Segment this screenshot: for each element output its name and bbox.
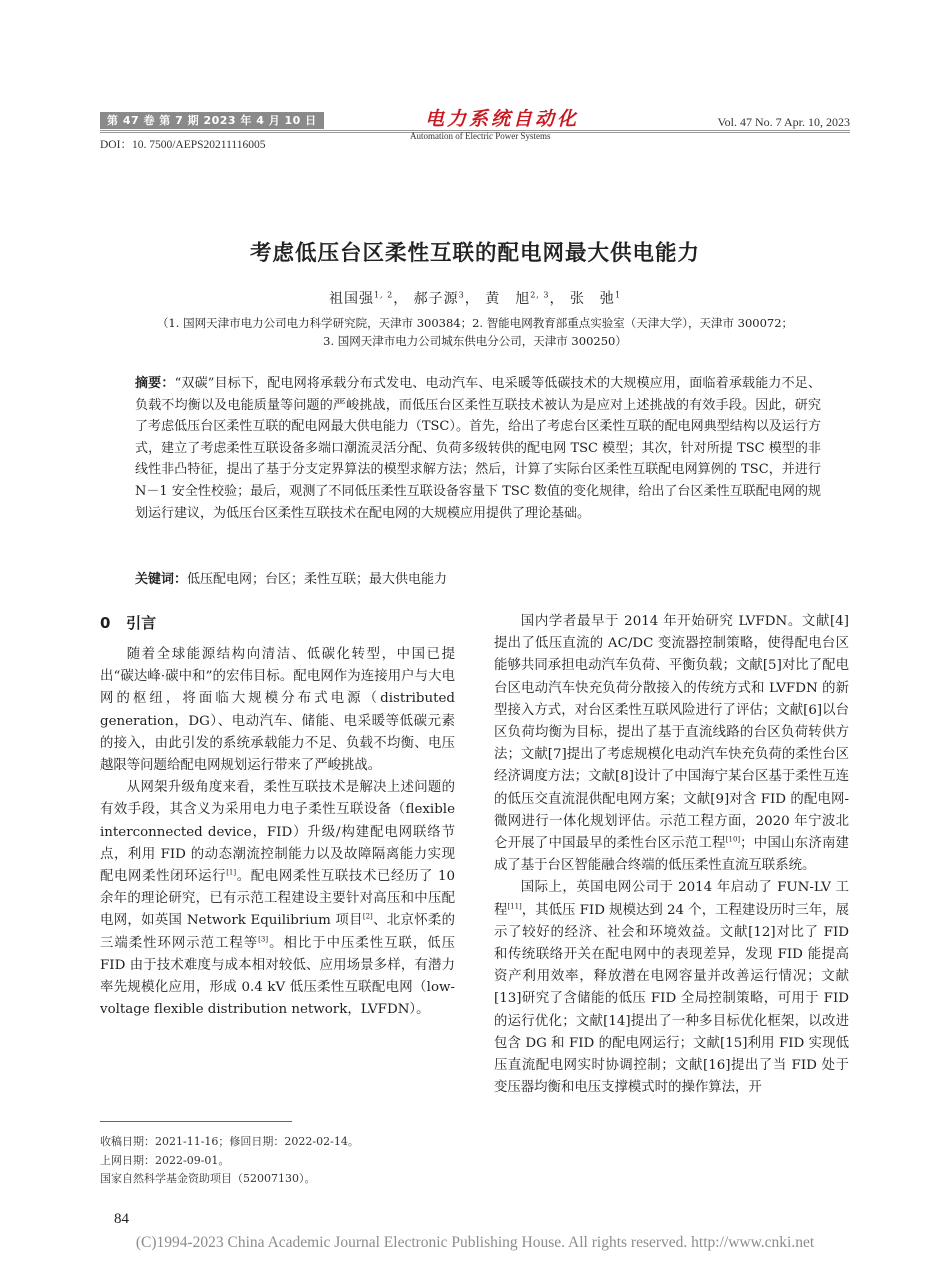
author-affiliation-mark: 1 bbox=[614, 290, 622, 300]
volume-info: Vol. 47 No. 7 Apr. 10, 2023 bbox=[717, 115, 850, 129]
author-name: 祖国强 bbox=[328, 291, 374, 307]
abstract-text: “双碳”目标下，配电网将承载分布式发电、电动汽车、电采暖等低碳技术的大规模应用，面临着承载能力不足、负载不均衡以及电能质量等问题的严峻挑战，而低压台区柔性互联技术被认为是应对上述挑战的有效手段。因此，研究了考虑低压台区柔性互联的配电网最大供电能力（TSC）。首先，给出了考虑台区柔性互联的配电网典型结构以及运行方式，建立了考虑柔性互联设备多端口潮流灵活分配、负荷多级转供的配电网 TSC 模型；其次，针对所提 TSC 模型的非线性非凸特征，提出了基于分支定界算法的模型求解方法；然后，计算了实际台区柔性互联配电网算例的 TSC，并进行 N－1 安全性校验；最后，观测了不同低压柔性互联设备容量下 TSC 数值的变化规律，给出了台区柔性互联配电网的规划运行建议，为低压台区柔性互联技术在配电网的大规模应用提供了理论基础。 bbox=[135, 376, 821, 521]
abstract bbox=[135, 373, 821, 524]
keywords-text: 低压配电网；台区；柔性互联；最大供电能力 bbox=[187, 572, 448, 587]
right-column bbox=[494, 611, 849, 1099]
affiliation-line: 3. 国网天津市电力公司城东供电分公司，天津市 300250） bbox=[323, 334, 627, 348]
body-paragraph bbox=[100, 777, 455, 1021]
doi-text[interactable]: DOI：10. 7500/AEPS20211116005 bbox=[100, 139, 266, 151]
abstract-label: 摘要： bbox=[135, 376, 175, 391]
author-affiliation-mark: 3 bbox=[458, 290, 465, 300]
page-number: 84 bbox=[114, 1211, 129, 1227]
affiliations bbox=[110, 314, 840, 350]
author-list: 祖国强$^{1, 2}$， 郝子源$^3$， 黄 旭$^{2, 3}$， 张 弛$^1$ bbox=[328, 290, 622, 307]
author-affiliation-mark: 1, 2 bbox=[373, 290, 394, 300]
citation-ref[interactable]: [3] bbox=[258, 935, 269, 944]
footnote-received: 收稿日期：2021-11-16；修回日期：2022-02-14。 bbox=[100, 1135, 359, 1148]
paragraph-text: 从网架升级角度来看，柔性互联技术是解决上述问题的有效手段，其含义为采用电力电子柔性互联设备（flexible interconnected device，FID）升级/构建配电网联络节点，利用 FID 的动态潮流控制能力以及故障隔离能力实现配电网柔性闭环运行 bbox=[100, 780, 455, 885]
author-name: 张 弛 bbox=[569, 291, 615, 307]
citation-ref[interactable]: [1] bbox=[226, 868, 237, 877]
author-affiliation-mark: 2, 3 bbox=[530, 290, 550, 300]
footnote-divider bbox=[100, 1121, 292, 1122]
paragraph-text: 、北京怀柔的三端柔性环网示范工程等 bbox=[100, 913, 456, 951]
journal-logo-en: Automation of Electric Power Systems bbox=[410, 131, 551, 141]
footnote-online: 上网日期：2022-09-01。 bbox=[100, 1153, 230, 1167]
citation-ref[interactable]: [10] bbox=[725, 835, 741, 844]
paragraph-text: ；中国山东济南建成了基于台区智能融合终端的低压柔性直流互联系统。 bbox=[494, 836, 850, 874]
paragraph-text: ，其低压 FID 规模达到 24 个，工程建设历时三年，展示了较好的经济、社会和环境效益。文献[12]对比了 FID 和传统联络开关在配电网中的表现差异，发现 FID 能提高资产利用效率，释放潜在电网容量并改善运行情况；文献[13]研究了含储能的低压 FID 全局控制策略，可用于 FID 的运行优化；文献[14]提出了一种多目标优化框架，以改进包含 DG 和 FID 的配电网运行；文献[15]利用 FID 实现低压直流配电网实时协调控制；文献[16]提出了当 FID 处于变压器均衡和电压支撑模式时的操作算法，开 bbox=[494, 902, 850, 1096]
section-title: 引言 bbox=[126, 614, 157, 632]
body-paragraph: 随着全球能源结构向清洁、低碳化转型，中国已提出“碳达峰·碳中和”的宏伟目标。配电网作为连接用户与大电网的枢纽，将面临大规模分布式电源（distributed generation，DG）、电动汽车、储能、电采暖等低碳元素的接入，由此引发的系统承载能力不足、负载不均衡、电压越限等问题给配电网规划运行带来了严峻挑战。 bbox=[100, 647, 455, 774]
journal-logo-cn: 电力系统自动化 bbox=[425, 108, 580, 130]
body-paragraph bbox=[494, 611, 849, 877]
citation-ref[interactable]: [2] bbox=[362, 912, 373, 921]
citation-ref[interactable]: [11] bbox=[507, 902, 522, 911]
author-name: 黄 旭 bbox=[485, 291, 531, 307]
copyright-watermark: (C)1994-2023 China Academic Journal Electronic Publishing House. All rights reserved. http://www.cnki.net bbox=[135, 1234, 815, 1251]
paragraph-text: 国内学者最早于 2014 年开始研究 LVFDN。文献[4]提出了低压直流的 AC/DC 变流器控制策略，使得配电台区能够共同承担电动汽车负荷、平衡负载；文献[5]对比了配电台区电动汽车快充负荷分散接入的传统方式和 LVFDN 的新型接入方式，对台区柔性互联风险进行了评估；文献[6]以台区负荷均衡为目标，提出了基于直流线路的台区负荷转供方法；文献[7]提出了考虑规模化电动汽车快充负荷的柔性台区经济调度方法；文献[8]设计了中国海宁某台区基于柔性互连的低压交直流混供配电网方案；文献[9]对含 FID 的配电网-微网进行一体化规划评估。示范工程方面，2020 年宁波北仑开展了中国最早的柔性台区示范工程 bbox=[494, 614, 849, 852]
paragraph-text: 国际上，英国电网公司于 2014 年启动了 FUN-LV 工程 bbox=[494, 880, 849, 918]
paragraph-text: 。配电网柔性互联技术已经历了 10 余年的理论研究，已有示范工程建设主要针对高压和中压配电网，如英国 Network Equilibrium 项目 bbox=[100, 869, 455, 929]
footnotes bbox=[100, 1133, 359, 1189]
body-paragraph bbox=[494, 877, 849, 1099]
issue-badge: 第 47 卷 第 7 期 2023 年 4 月 10 日 bbox=[100, 112, 324, 129]
keywords bbox=[135, 568, 821, 587]
footnote-funding: 国家自然科学基金资助项目（52007130）。 bbox=[100, 1172, 316, 1185]
affiliation-line: （1. 国网天津市电力公司电力科学研究院，天津市 300384；2. 智能电网教育部重点实验室（天津大学），天津市 300072； bbox=[156, 316, 794, 330]
keywords-label: 关键词： bbox=[135, 572, 188, 587]
section-number: 0 bbox=[100, 614, 111, 632]
author-name: 郝子源 bbox=[413, 291, 459, 307]
paper-title: 考虑低压台区柔性互联的配电网最大供电能力 bbox=[249, 241, 700, 266]
section-heading bbox=[100, 612, 156, 633]
left-column bbox=[100, 644, 455, 1021]
paragraph-text: 。相比于中压柔性互联，低压 FID 由于技术难度与成本相对较低、应用场景多样，有潜力率先规模化应用，形成 0.4 kV 低压柔性互联配电网（low-voltage flexible distribution network，LVFDN）。 bbox=[100, 935, 456, 1018]
